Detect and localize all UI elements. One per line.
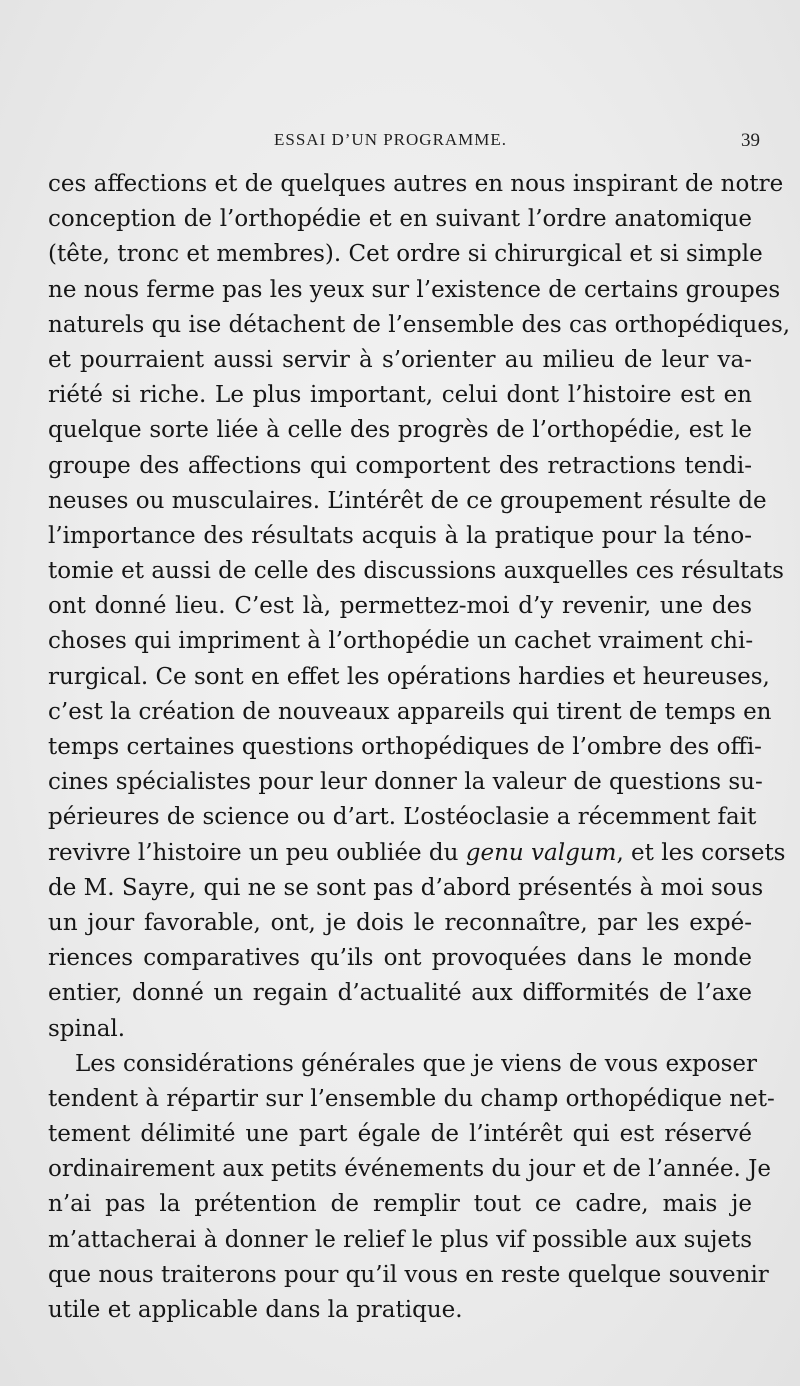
- text-line: que nous traiterons pour qu’il vous en reste quelque souvenir: [48, 1261, 769, 1288]
- text-line: utile et applicable dans la pratique.: [48, 1297, 463, 1323]
- text-line: n’ai pas la prétention de remplir tout ce cadre, mais je: [48, 1191, 752, 1218]
- text-line: et pourraient aussi servir à s’orienter au milieu de leur va-: [48, 346, 752, 373]
- text-line: de M. Sayre, qui ne se sont pas d’abord présentés à moi sous: [48, 874, 764, 901]
- text-line: riences comparatives qu’ils ont provoquées dans le monde: [48, 945, 752, 972]
- text-line: tendent à répartir sur l’ensemble du champ orthopédique net-: [48, 1085, 775, 1112]
- text-line: ne nous ferme pas les yeux sur l’existence de certains groupes: [48, 276, 781, 303]
- text-line: m’attacherai à donner le relief le plus vif possible aux sujets: [48, 1226, 753, 1253]
- text-line: neuses ou musculaires. L’intérêt de ce groupement résulte de: [48, 487, 767, 514]
- text-line: ordinairement aux petits événements du jour et de l’année. Je: [48, 1156, 771, 1183]
- text-line: tement délimité une part égale de l’intérêt qui est réservé: [48, 1121, 752, 1148]
- text-line: l’importance des résultats acquis à la pratique pour la téno-: [48, 522, 752, 549]
- text-line: groupe des affections qui comportent des retractions tendi-: [48, 452, 752, 479]
- text-line: naturels qu ise détachent de l’ensemble des cas orthopédiques,: [48, 311, 791, 338]
- text-line: ces affections et de quelques autres en nous inspirant de notre: [48, 171, 784, 197]
- text-line: spinal.: [48, 1015, 126, 1042]
- text-line: riété si riche. Le plus important, celui dont l’histoire est en: [48, 382, 752, 409]
- text-line: quelque sorte liée à celle des progrès de l’orthopédie, est le: [48, 417, 752, 444]
- text-line: (tête, tronc et membres). Cet ordre si chirurgical et si simple: [48, 241, 763, 268]
- text-line: c’est la création de nouveaux appareils qui tirent de temps en: [48, 698, 772, 725]
- text-line: cines spécialistes pour leur donner la valeur de questions su-: [48, 769, 763, 796]
- text-line: ont donné lieu. C’est là, permettez-moi d’y revenir, une des: [48, 593, 752, 620]
- text-line: périeures de science ou d’art. L’ostéoclasie a récemment fait: [48, 804, 757, 831]
- text-line: conception de l’orthopédie et en suivant l’ordre anatomique: [48, 206, 752, 233]
- text-line: un jour favorable, ont, je dois le reconnaître, par les expé-: [48, 909, 752, 936]
- body-text: [48, 167, 791, 1328]
- text-line: entier, donné un regain d’actualité aux difformités de l’axe: [48, 980, 752, 1007]
- text-line-with-emphasis: [48, 836, 786, 871]
- text-line: choses qui impriment à l’orthopédie un cachet vraiment chi-: [48, 628, 754, 655]
- running-title: ESSAI D’UN PROGRAMME.: [274, 130, 508, 149]
- page-number: 39: [741, 130, 760, 151]
- paragraph-1: [48, 167, 791, 1047]
- paragraph-2: [48, 1047, 775, 1329]
- running-head: [48, 130, 764, 156]
- text-line: rurgical. Ce sont en effet les opérations hardies et heureuses,: [48, 663, 770, 690]
- text-run: revivre l’histoire un peu oubliée du: [48, 839, 466, 866]
- italic-term: genu valgum: [465, 839, 617, 866]
- text-line: Les considérations générales que je viens de vous exposer: [75, 1050, 758, 1077]
- text-line: temps certaines questions orthopédiques de l’ombre des offi-: [48, 734, 762, 760]
- text-line: tomie et aussi de celle des discussions auxquelles ces résultats: [48, 558, 784, 585]
- text-run: , et les corsets: [616, 839, 786, 866]
